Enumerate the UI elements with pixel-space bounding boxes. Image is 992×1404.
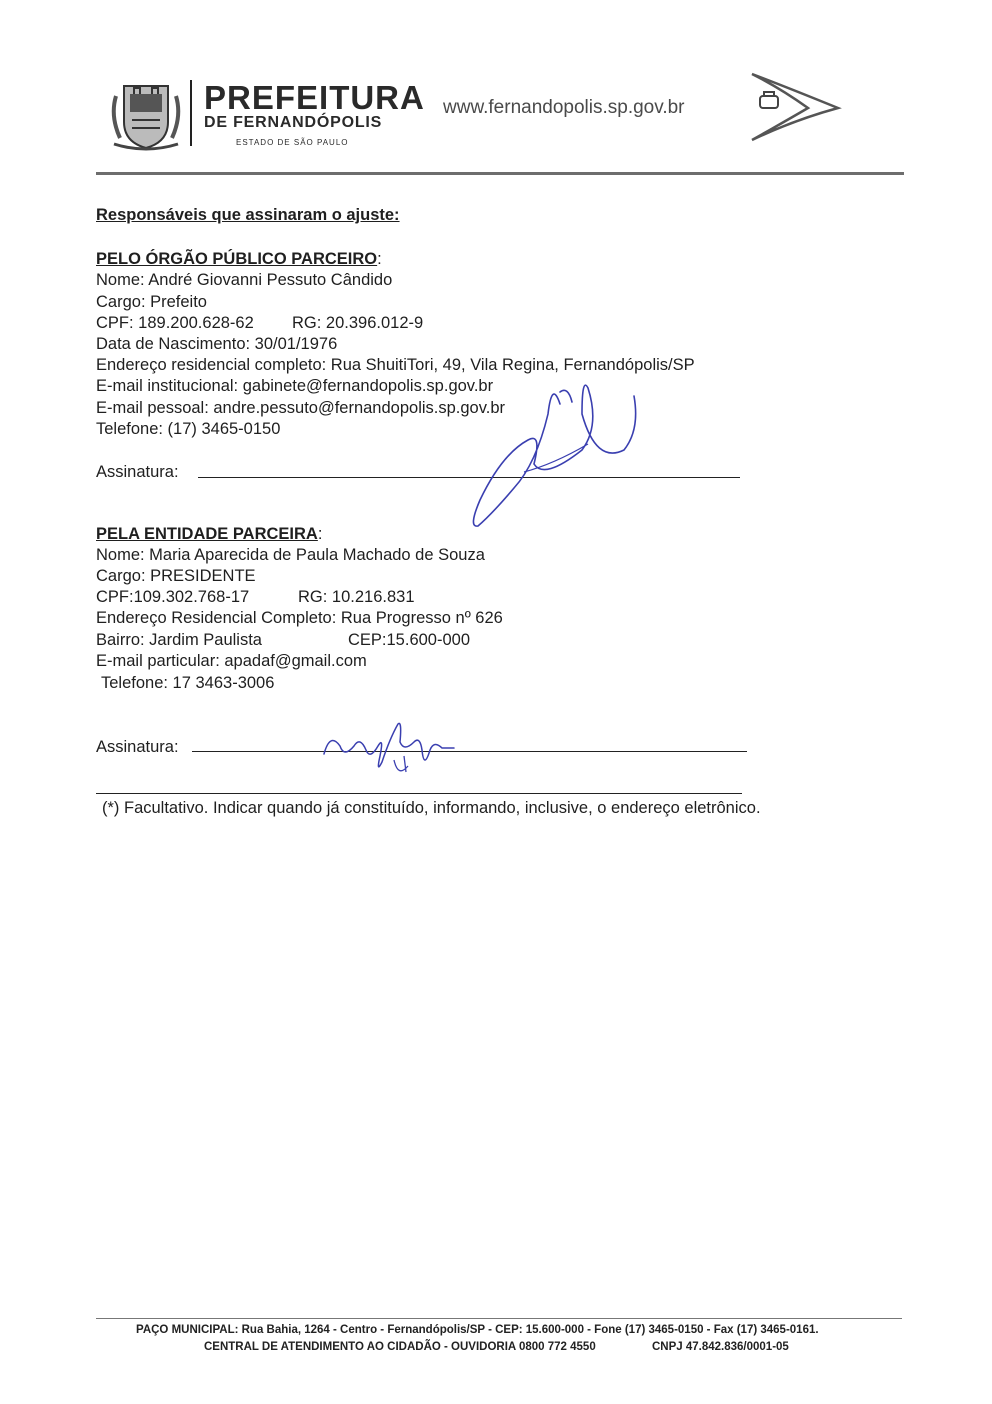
entidade-handwritten-signature <box>318 716 460 780</box>
footnote-rule <box>96 793 742 794</box>
entidade-nome: Nome: Maria Aparecida de Paula Machado de Souza <box>96 546 485 564</box>
entidade-signature-line <box>192 751 747 752</box>
orgao-heading <box>96 249 382 269</box>
entidade-cep: CEP:15.600-000 <box>348 631 471 649</box>
coat-of-arms-logo <box>106 76 186 152</box>
orgao-email-pessoal: E-mail pessoal: andre.pessuto@fernandopolis.sp.gov.br <box>96 399 506 417</box>
website-url: www.fernandopolis.sp.gov.br <box>443 97 685 118</box>
orgao-telefone: Telefone: (17) 3465-0150 <box>96 420 281 438</box>
footer-address: PAÇO MUNICIPAL: Rua Bahia, 1264 - Centro - Fernandópolis/SP - CEP: 15.600-000 - Fone (17) 3465-0150 - Fax (17) 3465-0161. <box>136 1324 819 1336</box>
arrow-emblem-logo <box>744 72 844 142</box>
header-rule <box>96 172 904 175</box>
entidade-rg: RG: 10.216.831 <box>298 588 415 606</box>
orgao-heading-colon: : <box>377 250 382 268</box>
entidade-telefone: Telefone: 17 3463-3006 <box>101 674 275 692</box>
orgao-rg: RG: 20.396.012-9 <box>292 314 424 332</box>
orgao-assinatura-label: Assinatura: <box>96 463 179 481</box>
header-divider <box>190 80 192 146</box>
entidade-endereco: Endereço Residencial Completo: Rua Progresso nº 626 <box>96 609 503 627</box>
section-heading: Responsáveis que assinaram o ajuste: <box>96 206 400 224</box>
entidade-heading-text: PELA ENTIDADE PARCEIRA <box>96 525 318 543</box>
state-label: ESTADO DE SÃO PAULO <box>236 138 349 147</box>
prefeitura-subtitle: DE FERNANDÓPOLIS <box>204 114 383 131</box>
entidade-cargo: Cargo: PRESIDENTE <box>96 567 256 585</box>
orgao-nascimento: Data de Nascimento: 30/01/1976 <box>96 335 338 353</box>
entidade-email: E-mail particular: apadaf@gmail.com <box>96 652 367 670</box>
entidade-heading-colon: : <box>317 525 323 543</box>
entidade-heading <box>96 524 322 544</box>
orgao-nome: Nome: André Giovanni Pessuto Cândido <box>96 271 393 289</box>
orgao-cpf: CPF: 189.200.628-62 <box>96 314 254 332</box>
prefeitura-title: PREFEITURA <box>204 79 425 116</box>
entidade-bairro: Bairro: Jardim Paulista <box>96 631 262 649</box>
orgao-endereco: Endereço residencial completo: Rua ShuitiTori, 49, Vila Regina, Fernandópolis/SP <box>96 356 695 374</box>
entidade-assinatura-label: Assinatura: <box>96 738 179 756</box>
footnote: (*) Facultativo. Indicar quando já constituído, informando, inclusive, o endereço eletrônico. <box>102 799 761 817</box>
orgao-email-institucional: E-mail institucional: gabinete@fernandopolis.sp.gov.br <box>96 377 494 395</box>
entidade-cpf: CPF:109.302.768-17 <box>96 588 250 606</box>
footer-ouvidoria: CENTRAL DE ATENDIMENTO AO CIDADÃO - OUVIDORIA 0800 772 4550 <box>204 1341 596 1353</box>
orgao-handwritten-signature <box>464 368 648 532</box>
footer-cnpj: CNPJ 47.842.836/0001-05 <box>652 1341 789 1353</box>
orgao-heading-text: PELO ÓRGÃO PÚBLICO PARCEIRO <box>96 250 378 268</box>
footer-rule <box>96 1318 902 1319</box>
orgao-cargo: Cargo: Prefeito <box>96 293 207 311</box>
